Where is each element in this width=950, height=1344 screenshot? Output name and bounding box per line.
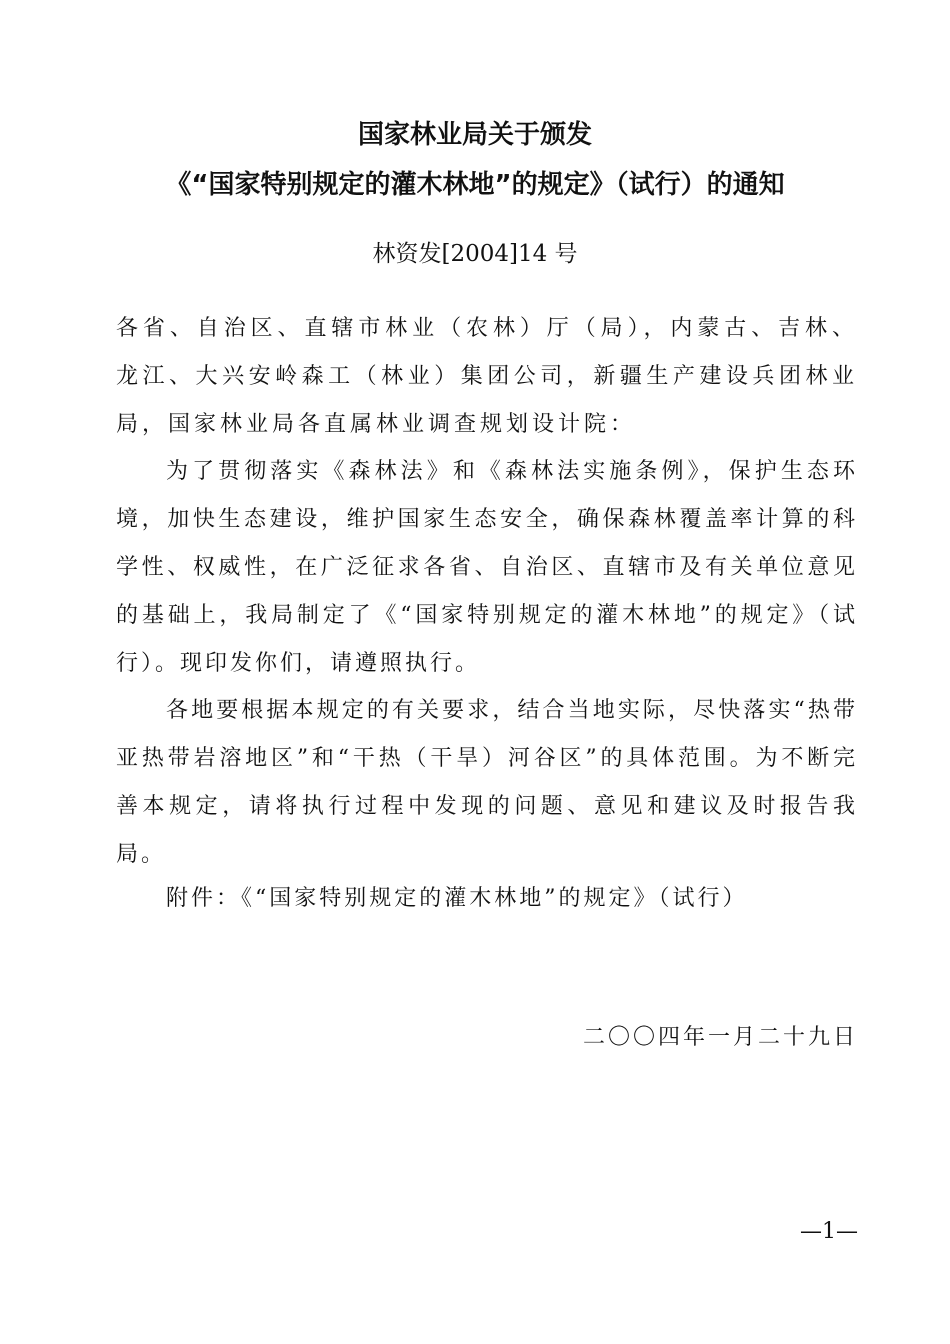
document-number: 林资发[2004]14 号 — [372, 241, 578, 267]
page-number: —1— — [800, 1219, 858, 1244]
document-title-line-1: 国家林业局关于颁发 — [357, 120, 592, 150]
document-title-line-2: 《“国家特别规定的灌木林地”的规定》（试行）的通知 — [165, 170, 785, 200]
addressee: 各省、自治区、直辖市林业（农林）厅（局），内蒙古、吉林、龙江、大兴安岭森工（林业）集团公司，新疆生产建设兵团林业局，国家林业局各直属林业调查规划设计院： — [116, 316, 858, 437]
body-paragraph-1: 为了贯彻落实《森林法》和《森林法实施条例》，保护生态环境，加快生态建设，维护国家生态安全，确保森林覆盖率计算的科学性、权威性，在广泛征求各省、自治区、直辖市及有关单位意见的基础上，我局制定了《“国家特别规定的灌木林地”的规定》（试行）。现印发你们，请遵照执行。 — [116, 459, 858, 676]
attachment-line: 附件：《“国家特别规定的灌木林地”的规定》（试行） — [166, 886, 748, 911]
issue-date: 二〇〇四年一月二十九日 — [582, 1025, 858, 1050]
body-paragraph-2: 各地要根据本规定的有关要求，结合当地实际，尽快落实“热带亚热带岩溶地区”和“干热（干旱）河谷区”的具体范围。为不断完善本规定，请将执行过程中发现的问题、意见和建议及时报告我局。 — [116, 698, 858, 867]
